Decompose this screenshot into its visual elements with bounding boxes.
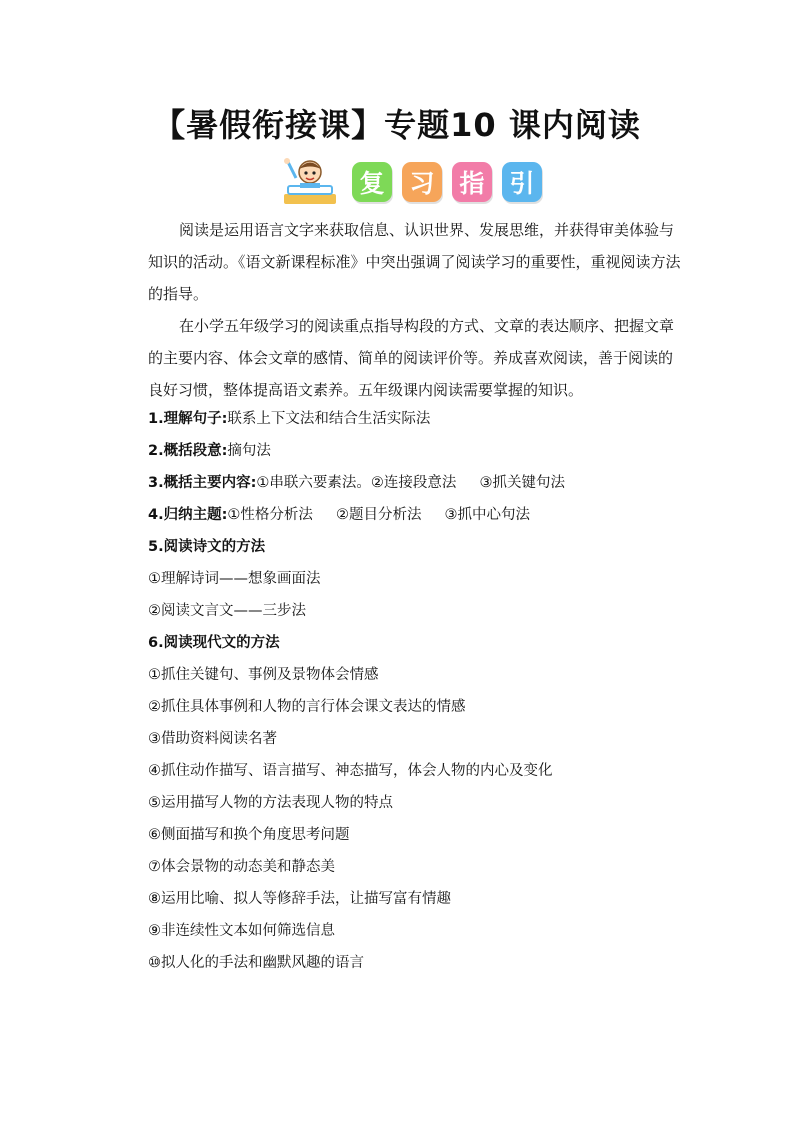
list-item-label: 6.阅读现代文的方法 — [148, 635, 280, 651]
list-item-label: 2.概括段意: — [148, 443, 228, 459]
intro-paragraph: 阅读是运用语言文字来获取信息、认识世界、发展思维，并获得审美体验与知识的活动。《语文新课程标准》中突出强调了阅读学习的重要性，重视阅读方法的指导。 — [148, 221, 681, 303]
list-item-text: ⑥侧面描写和换个角度思考问题 — [148, 827, 350, 843]
list-item — [148, 857, 335, 877]
list-item-text: ⑨非连续性文本如何筛选信息 — [148, 923, 335, 939]
list-item-text: ①串联六要素法。②连接段意法 ③抓关键句法 — [256, 475, 565, 491]
list-item-label: 5.阅读诗文的方法 — [148, 539, 266, 555]
list-item — [148, 537, 265, 557]
banner-tile-3: 引 — [502, 162, 542, 202]
list-item-label: 4.归纳主题: — [148, 507, 228, 523]
banner-tile-1: 习 — [402, 162, 442, 202]
list-item — [148, 761, 553, 781]
list-item-text: ④抓住动作描写、语言描写、神态描写，体会人物的内心及变化 — [148, 763, 553, 779]
list-item-text: ①理解诗词——想象画面法 — [148, 571, 321, 587]
review-guide-banner — [280, 156, 552, 208]
list-item — [148, 569, 321, 589]
list-item — [148, 409, 430, 429]
list-item-text: 联系上下文法和结合生活实际法 — [227, 411, 431, 427]
list-item — [148, 601, 306, 621]
list-item — [148, 633, 280, 653]
list-item-text: ①抓住关键句、事例及景物体会情感 — [148, 667, 379, 683]
banner-tile-0: 复 — [352, 162, 392, 202]
banner-tile-2: 指 — [452, 162, 492, 202]
list-item-text: ②阅读文言文——三步法 — [148, 603, 306, 619]
list-item — [148, 793, 393, 813]
list-item — [148, 825, 350, 845]
list-item-label: 3.概括主要内容: — [148, 475, 257, 491]
list-item — [148, 505, 530, 525]
list-item — [148, 441, 271, 461]
list-item-text: 摘句法 — [227, 443, 271, 459]
list-item — [148, 729, 277, 749]
list-item-text: ⑩拟人化的手法和幽默风趣的语言 — [148, 955, 364, 971]
list-item-text: ⑧运用比喻、拟人等修辞手法，让描写富有情趣 — [148, 891, 451, 907]
page-title: 【暑假衔接课】专题10 课内阅读 — [153, 106, 641, 144]
list-item-text: ①性格分析法 ②题目分析法 ③抓中心句法 — [227, 507, 530, 523]
list-item-label: 1.理解句子: — [148, 411, 228, 427]
list-item — [148, 665, 379, 685]
list-item-text: ⑤运用描写人物的方法表现人物的特点 — [148, 795, 393, 811]
list-item-text: ③借助资料阅读名著 — [148, 731, 277, 747]
list-item-text: ②抓住具体事例和人物的言行体会课文表达的情感 — [148, 699, 466, 715]
student-reading-icon — [280, 156, 340, 208]
list-item — [148, 473, 565, 493]
list-item — [148, 953, 364, 973]
list-item — [148, 889, 451, 909]
list-item — [148, 697, 466, 717]
list-item — [148, 921, 335, 941]
intro-paragraph: 在小学五年级学习的阅读重点指导构段的方式、文章的表达顺序、把握文章的主要内容、体会文章的感情、简单的阅读评价等。养成喜欢阅读，善于阅读的良好习惯，整体提高语文素养。五年级课内阅读需要掌握的知识。 — [148, 317, 675, 399]
list-item-text: ⑦体会景物的动态美和静态美 — [148, 859, 335, 875]
